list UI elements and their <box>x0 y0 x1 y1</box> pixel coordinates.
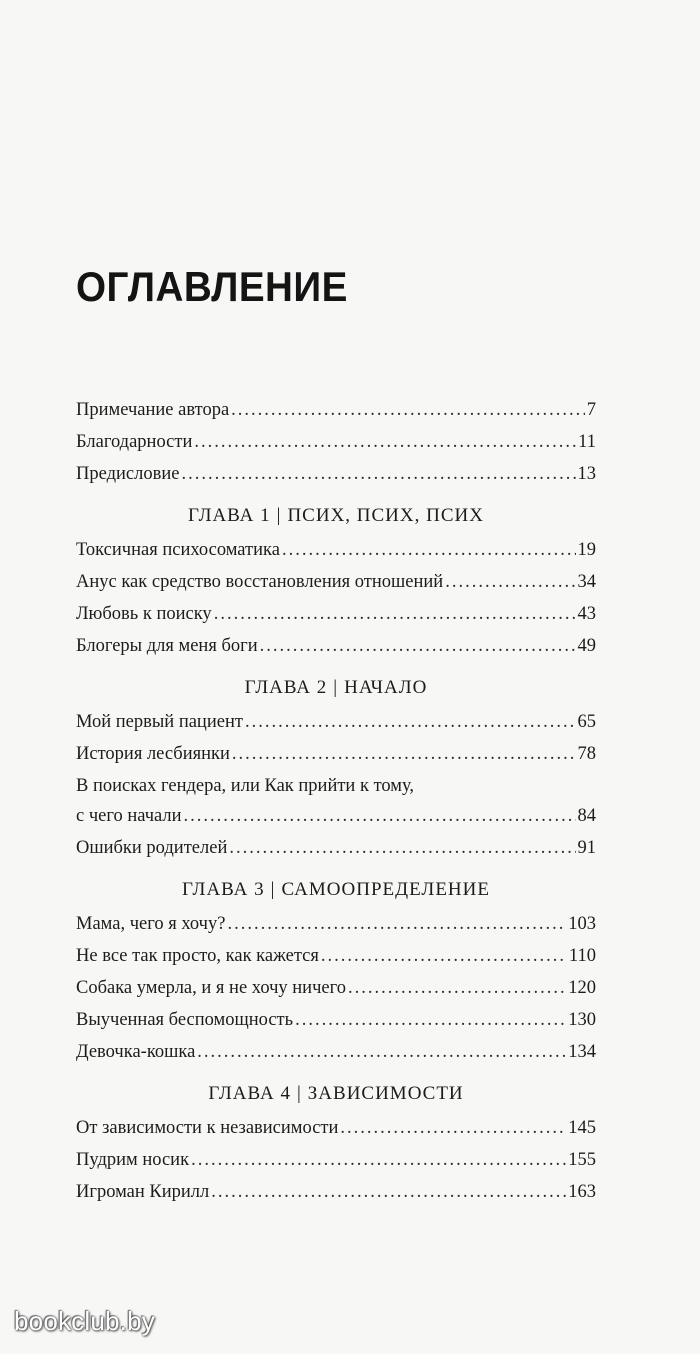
toc-entry-page: 130 <box>568 1010 596 1030</box>
toc-entry-page: 34 <box>577 572 596 592</box>
toc-entry[interactable] <box>76 774 596 836</box>
dot-leader <box>232 742 576 766</box>
toc-entry[interactable] <box>76 836 596 868</box>
toc-entry-label: Мама, чего я хочу? <box>76 914 226 934</box>
toc-entry[interactable] <box>76 710 596 742</box>
dot-leader <box>245 710 576 734</box>
chapter-name: ЗАВИСИМОСТИ <box>307 1083 464 1104</box>
toc-entry-label: Ошибки родителей <box>76 838 228 858</box>
toc-entry-line2 <box>76 804 596 836</box>
toc-entry-page: 78 <box>577 744 596 764</box>
chapter-number: ГЛАВА 2 <box>244 677 328 698</box>
toc-entry-page: 11 <box>578 432 596 452</box>
toc-entry-label: Пудрим носик <box>76 1150 190 1170</box>
toc-entry[interactable] <box>76 1180 596 1212</box>
dot-leader <box>227 912 566 936</box>
toc-entry-preface[interactable] <box>76 462 596 494</box>
toc-entry-label: Мой первый пациент <box>76 712 243 732</box>
chapter-heading-1 <box>76 496 596 536</box>
toc-entry-acknowledgements[interactable] <box>76 430 596 462</box>
chapter-heading-2 <box>76 668 596 708</box>
toc-entry-label: Анус как средство восстановления отношений <box>76 572 444 592</box>
toc-entry-page: 134 <box>568 1042 596 1062</box>
dot-leader <box>295 1008 566 1032</box>
dot-leader <box>197 1040 566 1064</box>
dot-leader <box>282 538 576 562</box>
toc-entry-page: 65 <box>577 712 596 732</box>
chapter-heading-4 <box>76 1074 596 1114</box>
toc-entry-page: 103 <box>568 914 596 934</box>
toc-entry[interactable] <box>76 742 596 774</box>
toc-entry-label: Девочка-кошка <box>76 1042 196 1062</box>
toc-entry-page: 84 <box>577 806 596 826</box>
toc-entry-label-continued: с чего начали <box>76 806 182 826</box>
toc-entry-label: Выученная беспомощность <box>76 1010 294 1030</box>
chapter-name: НАЧАЛО <box>344 677 428 698</box>
dot-leader <box>231 398 585 422</box>
chapter-number: ГЛАВА 1 <box>188 505 271 526</box>
toc-entry-label: Блогеры для меня боги <box>76 636 258 656</box>
toc-entry-page: 7 <box>586 400 596 420</box>
toc-entry-page: 163 <box>568 1182 596 1202</box>
dot-leader <box>260 634 576 658</box>
toc-entry-page: 43 <box>577 604 596 624</box>
dot-leader <box>184 804 576 828</box>
toc-entry-label: Собака умерла, и я не хочу ничего <box>76 978 346 998</box>
toc-entry-page: 19 <box>577 540 596 560</box>
toc-entry[interactable] <box>76 944 596 976</box>
chapter-separator: | <box>296 1083 302 1104</box>
toc-entry-label: Примечание автора <box>76 400 230 420</box>
toc-entry-label: История лесбиянки <box>76 744 230 764</box>
toc-entry[interactable] <box>76 1008 596 1040</box>
toc-entry[interactable] <box>76 912 596 944</box>
toc-entry-page: 91 <box>577 838 596 858</box>
dot-leader <box>340 1116 566 1140</box>
toc-entry[interactable] <box>76 1116 596 1148</box>
watermark: bookclub.by <box>14 1306 155 1336</box>
dot-leader <box>348 976 566 1000</box>
dot-leader <box>211 1180 566 1204</box>
chapter-name: САМООПРЕДЕЛЕНИЕ <box>281 879 490 900</box>
chapter-heading-3 <box>76 870 596 910</box>
dot-leader <box>214 602 576 626</box>
toc-entry[interactable] <box>76 976 596 1008</box>
chapter-separator: | <box>333 677 339 698</box>
dot-leader <box>445 570 575 594</box>
toc-entry-author-note[interactable] <box>76 398 596 430</box>
toc-entry-page: 145 <box>568 1118 596 1138</box>
page-title: ОГЛАВЛЕНИЕ <box>76 263 348 310</box>
toc-entry-page: 120 <box>568 978 596 998</box>
toc-entry-label: Токсичная психосоматика <box>76 540 280 560</box>
table-of-contents <box>76 398 596 1212</box>
toc-entry-page: 13 <box>577 464 596 484</box>
toc-entry-page: 155 <box>568 1150 596 1170</box>
chapter-separator: | <box>276 505 282 526</box>
chapter-separator: | <box>270 879 276 900</box>
toc-entry[interactable] <box>76 1040 596 1072</box>
toc-entry-label: Любовь к поиску <box>76 604 212 624</box>
toc-entry-label: Предисловие <box>76 464 180 484</box>
dot-leader <box>181 462 575 486</box>
toc-entry-page: 49 <box>577 636 596 656</box>
toc-entry-label: Благодарности <box>76 432 193 452</box>
toc-entry-page: 110 <box>568 946 596 966</box>
toc-entry[interactable] <box>76 570 596 602</box>
chapter-name: ПСИХ, ПСИХ, ПСИХ <box>287 505 484 526</box>
toc-entry[interactable] <box>76 634 596 666</box>
toc-entry-label: От зависимости к независимости <box>76 1118 339 1138</box>
chapter-number: ГЛАВА 3 <box>182 879 265 900</box>
toc-entry-label: Не все так просто, как кажется <box>76 946 319 966</box>
toc-entry-label: Игроман Кирилл <box>76 1182 210 1202</box>
dot-leader <box>191 1148 566 1172</box>
dot-leader <box>229 836 575 860</box>
dot-leader <box>321 944 567 968</box>
toc-entry-label: В поисках гендера, или Как прийти к тому, <box>76 776 415 796</box>
chapter-number: ГЛАВА 4 <box>208 1083 291 1104</box>
toc-entry[interactable] <box>76 538 596 570</box>
dot-leader <box>194 430 576 454</box>
toc-entry[interactable] <box>76 602 596 634</box>
toc-entry[interactable] <box>76 1148 596 1180</box>
